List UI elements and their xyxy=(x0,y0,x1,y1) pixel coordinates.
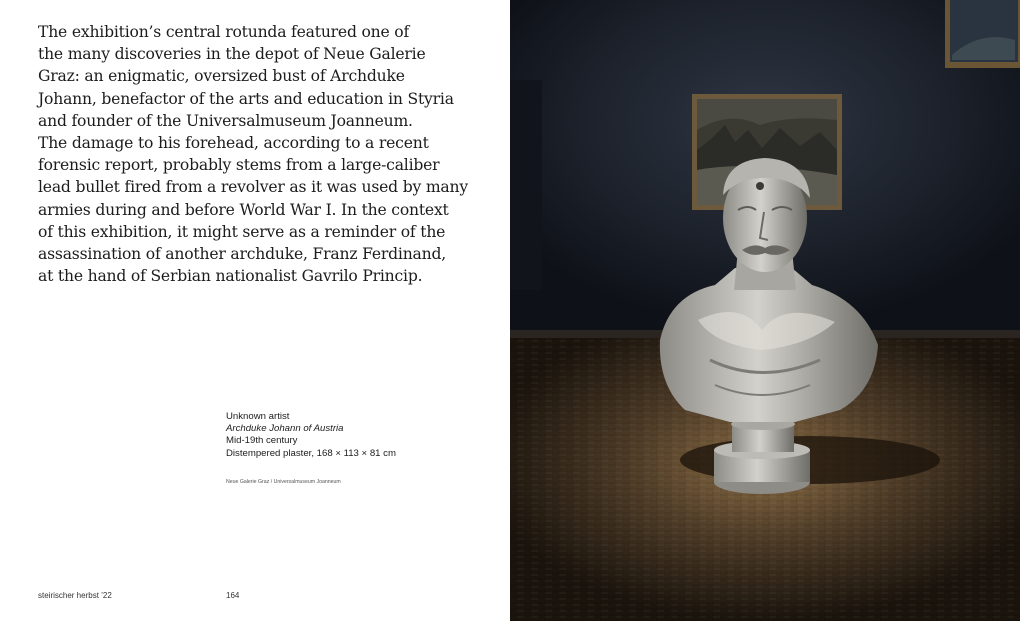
footer-publication: steirischer herbst ’22 xyxy=(38,591,112,600)
body-text-line: lead bullet fired from a revolver as it was used by many xyxy=(38,178,468,197)
body-text-line: forensic report, probably stems from a large-caliber xyxy=(38,156,440,175)
body-text-line: The damage to his forehead, according to a recent xyxy=(38,134,429,153)
body-text-line: the many discoveries in the depot of Neue Galerie xyxy=(38,45,426,64)
left-wall-panel xyxy=(510,80,542,290)
artwork-caption xyxy=(226,411,486,460)
page-number: 164 xyxy=(226,591,240,600)
caption-title: Archduke Johann of Austria xyxy=(226,423,344,435)
body-text-line: and founder of the Universalmuseum Joanneum. xyxy=(38,111,413,130)
caption-artist: Unknown artist xyxy=(226,411,290,422)
bust-photograph xyxy=(510,0,1020,621)
body-text-line: Graz: an enigmatic, oversized bust of Archduke xyxy=(38,67,405,86)
body-text-line: assassination of another archduke, Franz Ferdinand, xyxy=(38,245,447,264)
body-text-line: armies during and before World War I. In the context xyxy=(38,200,449,219)
body-text-line: of this exhibition, it might serve as a reminder of the xyxy=(38,222,446,241)
right-page-photo xyxy=(510,0,1020,621)
caption-medium: Distempered plaster, 168 × 113 × 81 cm xyxy=(226,447,396,459)
body-text xyxy=(38,21,478,287)
body-text-line: at the hand of Serbian nationalist Gavrilo Princip. xyxy=(38,267,423,286)
photo-credit: Neue Galerie Graz / Universalmuseum Joanneum xyxy=(226,479,341,485)
caption-date: Mid-19th century xyxy=(226,435,298,447)
body-text-line: Johann, benefactor of the arts and education in Styria xyxy=(38,89,454,108)
body-text-line: The exhibition’s central rotunda featured one of xyxy=(38,23,410,41)
